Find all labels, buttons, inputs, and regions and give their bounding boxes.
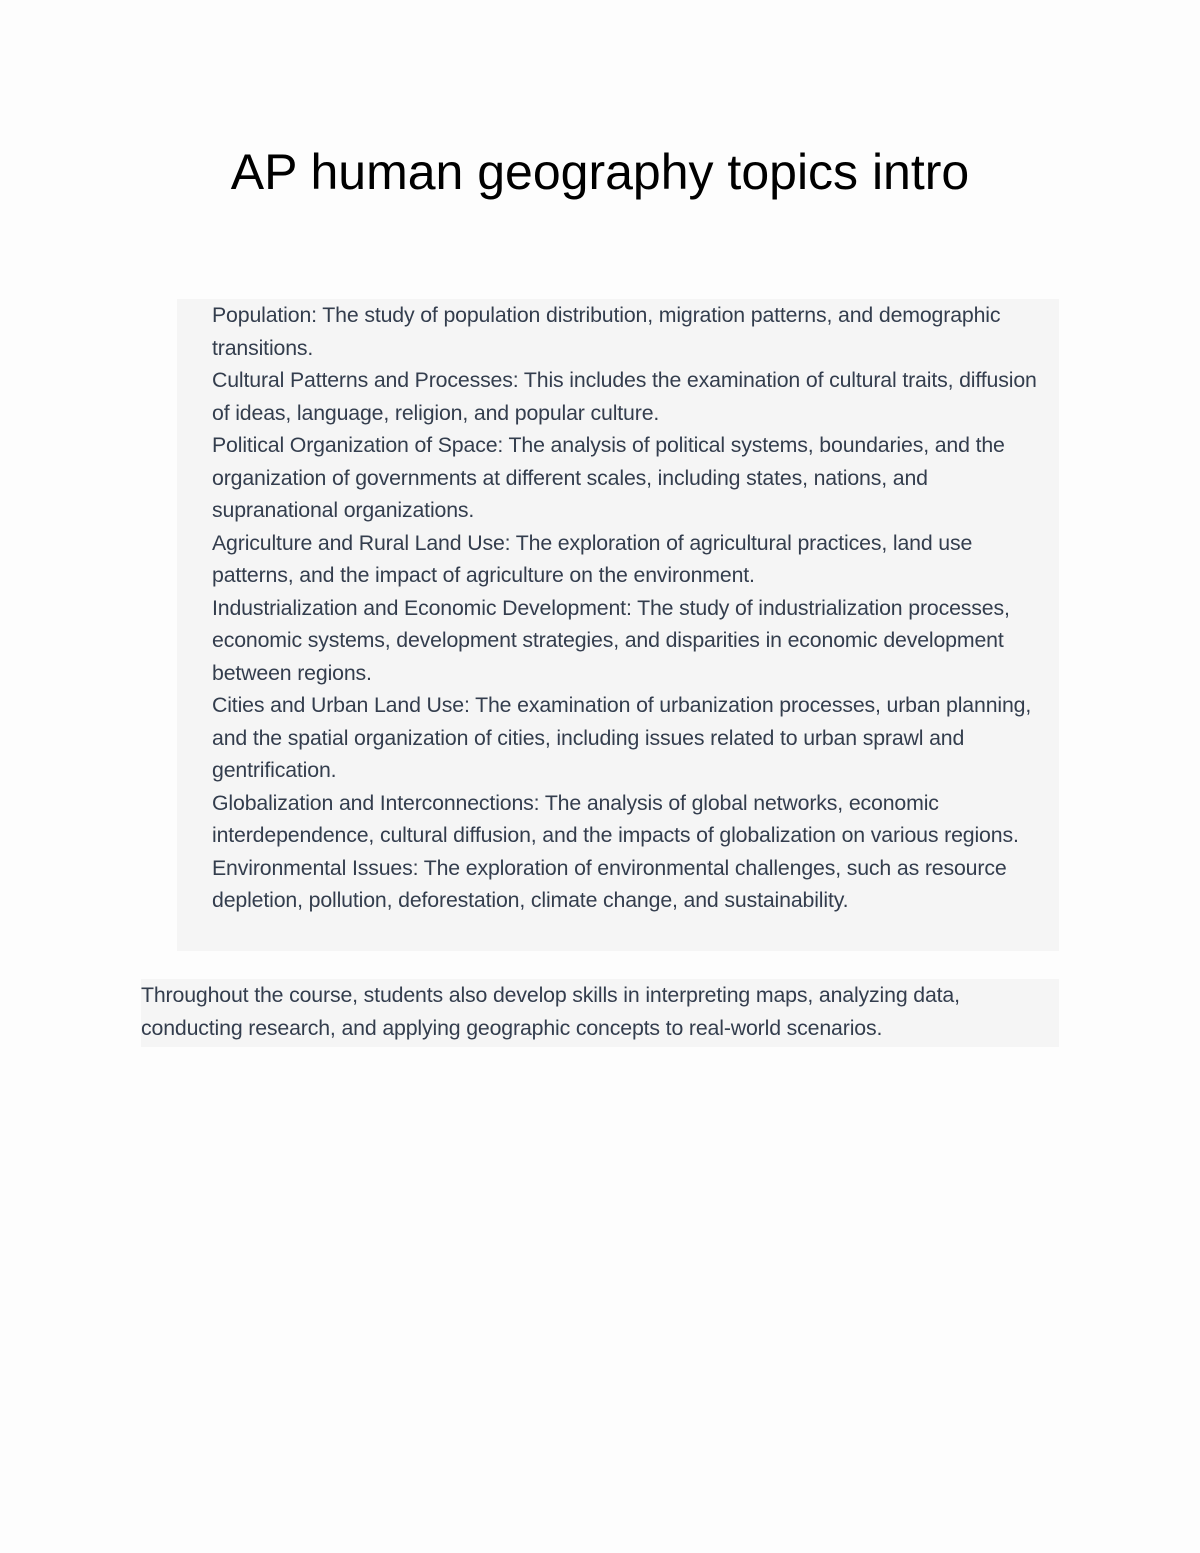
- topic-population: Population: The study of population distribution, migration patterns, and demographic transitions.: [212, 303, 1001, 360]
- summary-paragraph: Throughout the course, students also develop skills in interpreting maps, analyzing data, conducting research, and applying geographic concepts to real-world scenarios.: [141, 983, 960, 1040]
- topic-industrialization: Industrialization and Economic Development: The study of industrialization processes, economic systems, development strategies, and disparities in economic development between regions.: [212, 595, 1010, 685]
- topic-cities-urban: Cities and Urban Land Use: The examination of urbanization processes, urban planning, and the spatial organization of cities, including issues related to urban sprawl and gentrification.: [212, 693, 1032, 782]
- topic-agriculture: Agriculture and Rural Land Use: The exploration of agricultural practices, land use patterns, and the impact of agriculture on the environment.: [212, 530, 973, 587]
- topic-globalization: Globalization and Interconnections: The analysis of global networks, economic interdependence, cultural diffusion, and the impacts of globalization on various regions.: [212, 790, 1019, 847]
- topics-box: [177, 299, 1059, 951]
- page-title: AP human geography topics intro: [230, 144, 970, 200]
- summary-box: [141, 979, 1059, 1047]
- topic-environmental: Environmental Issues: The exploration of environmental challenges, such as resource depletion, pollution, deforestation, climate change, and sustainability.: [212, 855, 1007, 912]
- topic-cultural-patterns: Cultural Patterns and Processes: This includes the examination of cultural traits, diffusion of ideas, language, religion, and popular culture.: [212, 368, 1037, 425]
- topics-list: [212, 299, 1059, 917]
- topic-political-organization: Political Organization of Space: The analysis of political systems, boundaries, and the organization of governments at different scales, including states, nations, and supranational organizations.: [212, 433, 1005, 522]
